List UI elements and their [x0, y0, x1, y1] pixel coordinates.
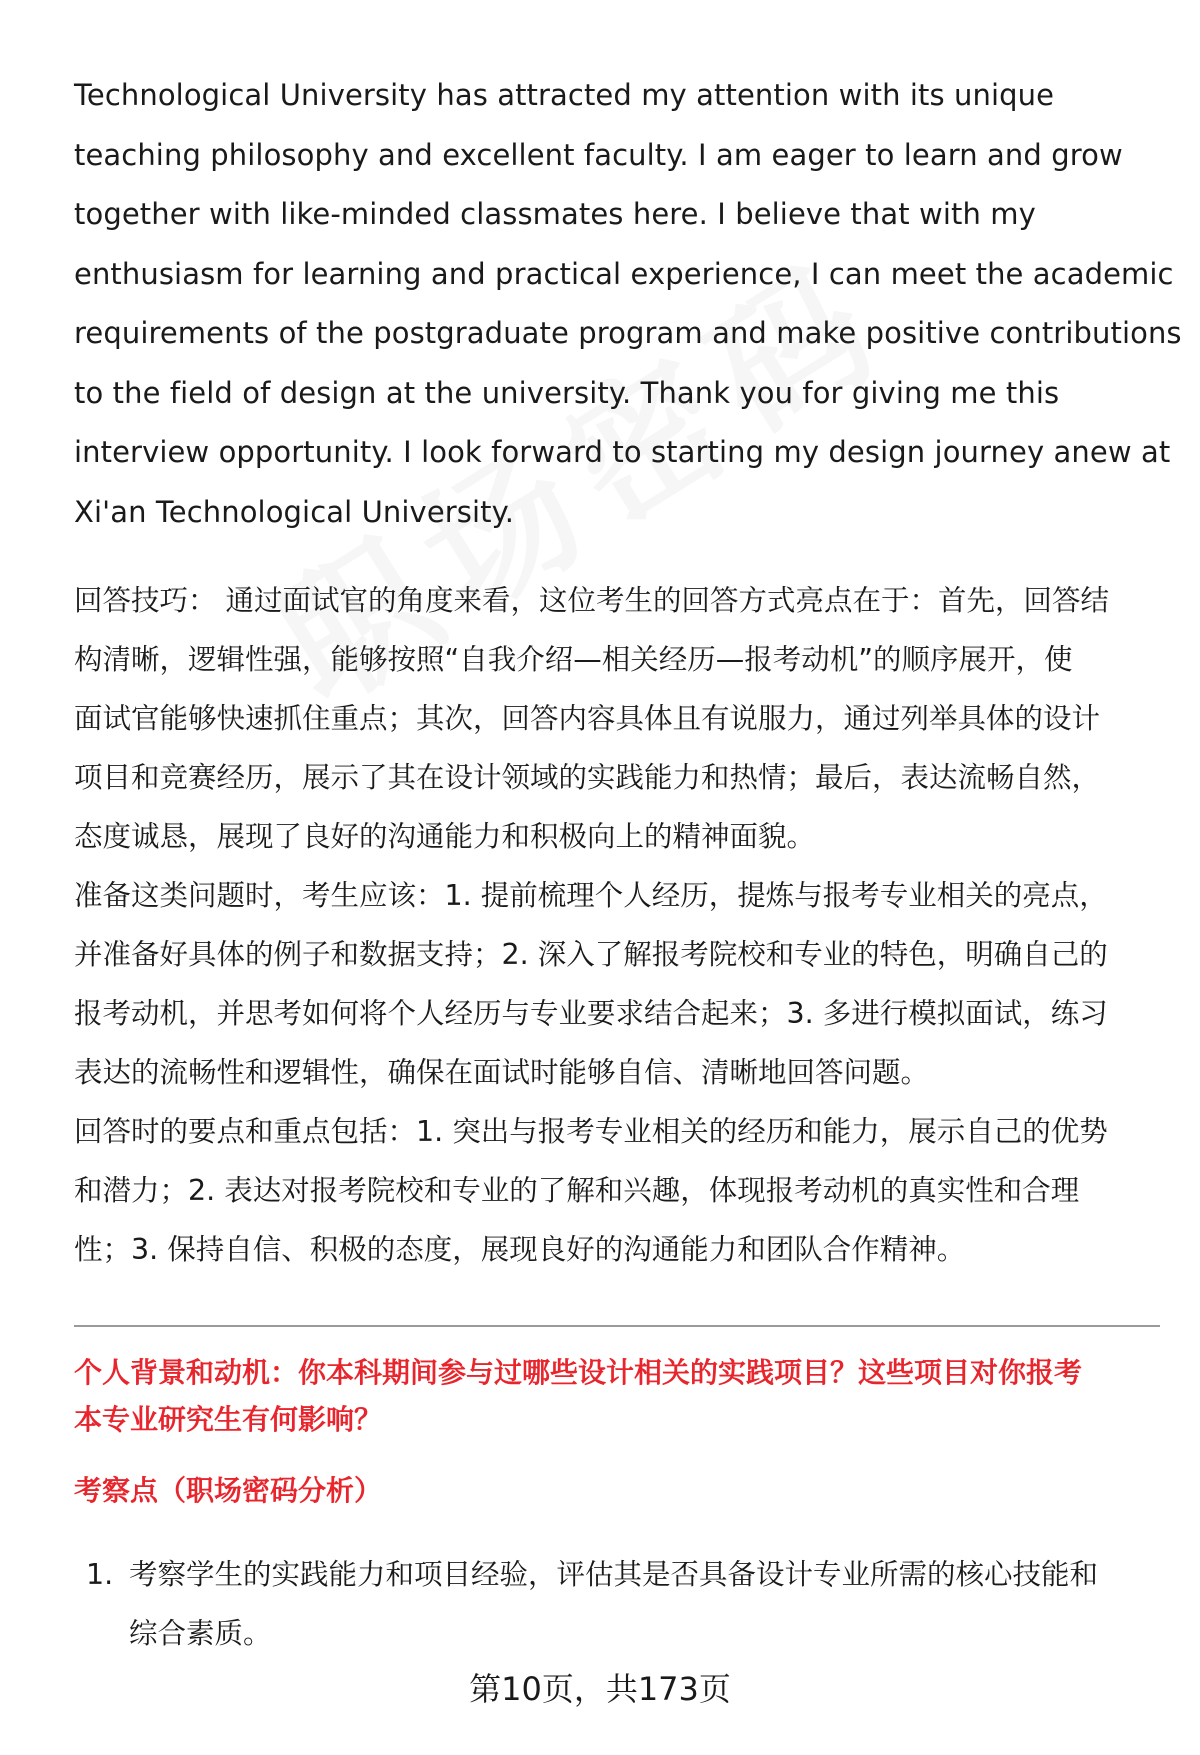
document-page: [74, 66, 1182, 1663]
text-line: teaching philosophy and excellent faculty. I am eager to learn and grow: [74, 137, 1123, 172]
question-title-line: 个人背景和动机：你本科期间参与过哪些设计相关的实践项目？这些项目对你报考: [74, 1356, 1083, 1389]
text-line: together with like-minded classmates here. I believe that with my: [74, 197, 1036, 231]
section-divider: [74, 1325, 1160, 1327]
text-line: 准备这类问题时，考生应该：1. 提前梳理个人经历，提炼与报考专业相关的亮点，: [74, 879, 1108, 912]
tips-paragraph-1: [74, 571, 1160, 866]
list-item-number: 1.: [86, 1558, 114, 1591]
text-line: 表达的流畅性和逻辑性，确保在面试时能够自信、清晰地回答问题。: [74, 1056, 930, 1089]
text-line: 构清晰，逻辑性强，能够按照“自我介绍—相关经历—报考动机”的顺序展开，使: [74, 643, 1073, 676]
text-line: Xi'an Technological University.: [74, 494, 515, 529]
text-line: 综合素质。: [129, 1617, 272, 1650]
text-line: 回答时的要点和重点包括：1. 突出与报考专业相关的经历和能力，展示自己的优势: [74, 1115, 1108, 1148]
text-line: requirements of the postgraduate program and make positive contributions: [74, 316, 1182, 350]
page-number: 第10页，共173页: [469, 1670, 731, 1708]
text-line: Technological University has attracted my attention with its unique: [74, 78, 1055, 112]
list-item: [74, 1545, 1160, 1663]
text-line: 和潜力；2. 表达对报考院校和专业的了解和兴趣，体现报考动机的真实性和合理: [74, 1174, 1080, 1207]
text-line: 回答技巧： 通过面试官的角度来看，这位考生的回答方式亮点在于：首先，回答结: [74, 584, 1110, 617]
question-title-line: 本专业研究生有何影响？: [74, 1403, 383, 1436]
section-subtitle: 考察点（职场密码分析）: [74, 1474, 383, 1507]
text-line: 并准备好具体的例子和数据支持；2. 深入了解报考院校和专业的特色，明确自己的: [74, 938, 1108, 971]
text-line: 报考动机，并思考如何将个人经历与专业要求结合起来；3. 多进行模拟面试，练习: [74, 997, 1108, 1030]
text-line: 考察学生的实践能力和项目经验，评估其是否具备设计专业所需的核心技能和: [129, 1558, 1099, 1591]
tips-paragraph-3: [74, 1102, 1160, 1279]
english-paragraph: [74, 66, 1182, 542]
text-line: 态度诚恳，展现了良好的沟通能力和积极向上的精神面貌。: [74, 820, 816, 853]
answer-tips: [74, 571, 1160, 1279]
points-list: [74, 1545, 1160, 1663]
question-title: [74, 1349, 1160, 1443]
text-line: 面试官能够快速抓住重点；其次，回答内容具体且有说服力，通过列举具体的设计: [74, 702, 1101, 735]
text-line: to the field of design at the university. Thank you for giving me this: [74, 375, 1060, 410]
text-line: enthusiasm for learning and practical experience, I can meet the academic: [74, 256, 1174, 291]
text-line: 项目和竞赛经历，展示了其在设计领域的实践能力和热情；最后，表达流畅自然，: [74, 761, 1101, 794]
text-line: interview opportunity. I look forward to starting my design journey anew at: [74, 435, 1171, 469]
text-line: 性；3. 保持自信、积极的态度，展现良好的沟通能力和团队合作精神。: [74, 1233, 966, 1266]
tips-paragraph-2: [74, 866, 1160, 1102]
